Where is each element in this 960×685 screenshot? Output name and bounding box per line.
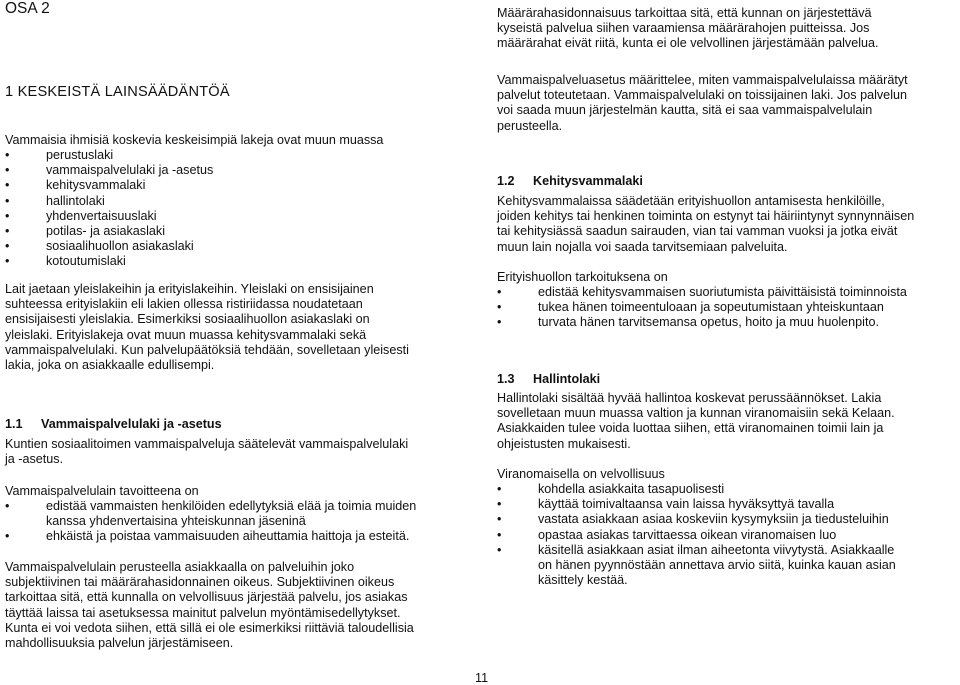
- text-line: ja -asetus.: [5, 452, 64, 467]
- bullet-icon: •: [5, 239, 10, 254]
- bullet-icon: •: [497, 497, 502, 512]
- section-1-1-paragraph: [5, 437, 465, 467]
- section-1-1-heading: [5, 417, 222, 432]
- text-line: tarkoittaa sitä, että kunnalla on velvollisuus järjestää palvelu, jos asiakas: [5, 590, 408, 605]
- list-item: • ehkäistä ja poistaa vammaisuuden aiheuttamia haittoja ja esteitä.: [5, 529, 410, 544]
- list-item: • käyttää toimivaltaansa vain laissa hyväksyttyä tavalla: [497, 497, 835, 512]
- list-item: • tukea hänen toimeentuloaan ja sopeutumistaan yhteiskuntaan: [497, 300, 884, 315]
- duties-intro: Viranomaisella on velvollisuus: [497, 467, 665, 481]
- list-item: • kotoutumislaki: [5, 254, 126, 269]
- aims-list: [497, 285, 957, 331]
- bullet-icon: •: [5, 163, 10, 178]
- bullet-icon: •: [497, 512, 502, 527]
- section-title: Vammaispalvelulaki ja -asetus: [41, 417, 222, 431]
- text-line: lakia, joka on asiakkaalle edullisempi.: [5, 358, 215, 373]
- list-item: • kohdella asiakkaita tasapuolisesti: [497, 482, 725, 496]
- bullet-icon: •: [5, 148, 10, 162]
- bullet-icon: •: [497, 542, 502, 557]
- text-line: ensisijaisesti yleislakia. Esimerkiksi sosiaalihuollon asiakaslaki on: [5, 312, 370, 327]
- text-line: yleislaki. Erityislakeja ovat muun muassa kehitysvammalaki sekä: [5, 327, 367, 342]
- section-number: 1.2: [497, 174, 515, 188]
- text-line: vammaispalvelulaki. Kun palvelupäätöksiä tehdään, sovelletaan yleisesti: [5, 342, 409, 357]
- section-number: 1.3: [497, 372, 515, 386]
- list-item: • potilas- ja asiakaslaki: [5, 224, 165, 239]
- laws-list: [5, 148, 465, 270]
- list-item: • opastaa asiakas tarvittaessa oikean viranomaisen luo: [497, 527, 837, 542]
- text-line: joiden kehitys tai henkinen toiminta on estynyt tai häiriintynyt synnynnäisen: [497, 209, 915, 224]
- bullet-icon: •: [5, 178, 10, 193]
- bullet-icon: •: [497, 315, 502, 330]
- list-item: • yhdenvertaisuuslaki: [5, 208, 157, 223]
- bullet-icon: •: [5, 193, 10, 208]
- bullet-icon: •: [497, 285, 502, 299]
- list-item: • sosiaalihuollon asiakaslaki: [5, 239, 194, 254]
- text-line: määrärahat eivät riitä, kunta ei ole velvollinen järjestämään palvelua.: [497, 36, 879, 51]
- bullet-icon: •: [497, 482, 502, 496]
- text-line: Määrärahasidonnaisuus tarkoittaa sitä, että kunnan on järjestettävä: [497, 6, 872, 20]
- bullet-icon: •: [5, 499, 10, 513]
- text-line: muun lain nojalla voi saada tarvitsemiaan palveluita.: [497, 239, 788, 254]
- bullet-icon: •: [497, 300, 502, 315]
- appropriation-paragraph: [497, 6, 957, 52]
- list-item: • vammaispalvelulaki ja -asetus: [5, 163, 214, 178]
- list-item: • perustuslaki: [5, 148, 114, 162]
- text-line: Kunta ei voi vedota siihen, että sillä ei ole esimerkiksi riittäviä taloudellisia: [5, 620, 414, 635]
- section-number: 1.1: [5, 417, 23, 431]
- text-line: täyttää laissa tai asetuksessa mainitut palvelun myöntämisedellytykset.: [5, 605, 401, 620]
- text-line: mahdollisuuksia palvelun järjestämiseen.: [5, 636, 234, 651]
- text-line: Lait jaetaan yleislakeihin ja erityislakeihin. Yleislaki on ensisijainen: [5, 282, 374, 296]
- text-line: Kehitysvammalaissa säädetään erityishuollon antamisesta henkilöille,: [497, 194, 885, 208]
- text-line: Asiakkaiden tulee voida luottaa siihen, että viranomainen toimii lain ja: [497, 421, 884, 436]
- goals-intro: Vammaispalvelulain tavoitteena on: [5, 484, 199, 498]
- list-item: • hallintolaki: [5, 193, 105, 208]
- goals-list: [5, 499, 465, 545]
- decree-paragraph: [497, 73, 957, 134]
- list-item: • edistää kehitysvammaisen suoriutumista päivittäisistä toiminnoista: [497, 285, 907, 299]
- general-law-paragraph: [5, 282, 465, 373]
- text-line: voi saada muun järjestelmän kautta, sitä ei saa vammaispalvelulain: [497, 103, 873, 118]
- bullet-icon: •: [5, 208, 10, 223]
- text-line: perusteella.: [497, 118, 563, 133]
- list-item: • vastata asiakkaan asiaa koskeviin kysymyksiin ja tiedusteluihin: [497, 512, 889, 527]
- text-line: sovelletaan muun muassa valtion ja kunnan viranomaisiin sekä Kelaan.: [497, 406, 895, 421]
- text-line: Vammaispalveluasetus määrittelee, miten vammaispalvelulaissa määrätyt: [497, 73, 908, 87]
- text-line: subjektiivinen tai määrärahasidonnainen oikeus. Subjektiivinen oikeus: [5, 575, 395, 590]
- list-item: • kehitysvammalaki: [5, 178, 146, 193]
- list-item: • edistää vammaisten henkilöiden edellytyksiä elää ja toimia muiden kanssa yhdenvertaisina yhteiskunnan jäseninä: [5, 499, 417, 529]
- text-line: suhteessa erityislakiin eli lakien ollessa ristiriidassa noudatetaan: [5, 297, 363, 312]
- text-line: Kuntien sosiaalitoimen vammaispalveluja säätelevät vammaispalvelulaki: [5, 437, 409, 451]
- section-1-2-paragraph: [497, 194, 957, 255]
- bullet-icon: •: [5, 529, 10, 544]
- text-line: kyseistä palvelua siihen varaamiensa määrärahojen puitteissa. Jos: [497, 21, 870, 36]
- section-1-3-paragraph: [497, 391, 957, 452]
- section-1-3-heading: [497, 372, 600, 387]
- duties-list: [497, 482, 957, 588]
- section-title: Kehitysvammalaki: [533, 174, 643, 188]
- bullet-icon: •: [5, 224, 10, 239]
- text-line: ohjeistusten mukaisesti.: [497, 436, 631, 451]
- section-1-1-paragraph-2: [5, 560, 465, 651]
- bullet-icon: •: [497, 527, 502, 542]
- bullet-icon: •: [5, 254, 10, 269]
- section-title: Hallintolaki: [533, 372, 601, 386]
- section-1-2-heading: [497, 174, 643, 189]
- list-item: • käsitellä asiakkaan asiat ilman aiheetonta viivytystä. Asiakkaalle on hänen pyynnöstään annettava arvio siitä, kuinka kauan asian käsittely kestää.: [497, 542, 896, 588]
- list-item: • turvata hänen tarvitsemansa opetus, hoito ja muu huolenpito.: [497, 315, 879, 330]
- main-heading: 1 KESKEISTÄ LAINSÄÄDÄNTÖÄ: [5, 84, 230, 100]
- aims-intro: Erityishuollon tarkoituksena on: [497, 270, 668, 284]
- page-number: 11: [475, 671, 489, 685]
- text-line: Vammaispalvelulain perusteella asiakkaalla on palveluihin joko: [5, 560, 355, 574]
- text-line: tai kehitysiässä saadun sairauden, vian tai vamman vuoksi ja jotka eivät: [497, 224, 898, 239]
- laws-intro: Vammaisia ihmisiä koskevia keskeisimpiä lakeja ovat muun muassa: [5, 133, 384, 147]
- text-line: Hallintolaki sisältää hyvää hallintoa koskevat perussäännökset. Lakia: [497, 391, 882, 405]
- text-line: palvelut toteutetaan. Vammaispalvelulaki on toissijainen laki. Jos palvelun: [497, 88, 907, 103]
- part-heading: OSA 2: [5, 0, 50, 17]
